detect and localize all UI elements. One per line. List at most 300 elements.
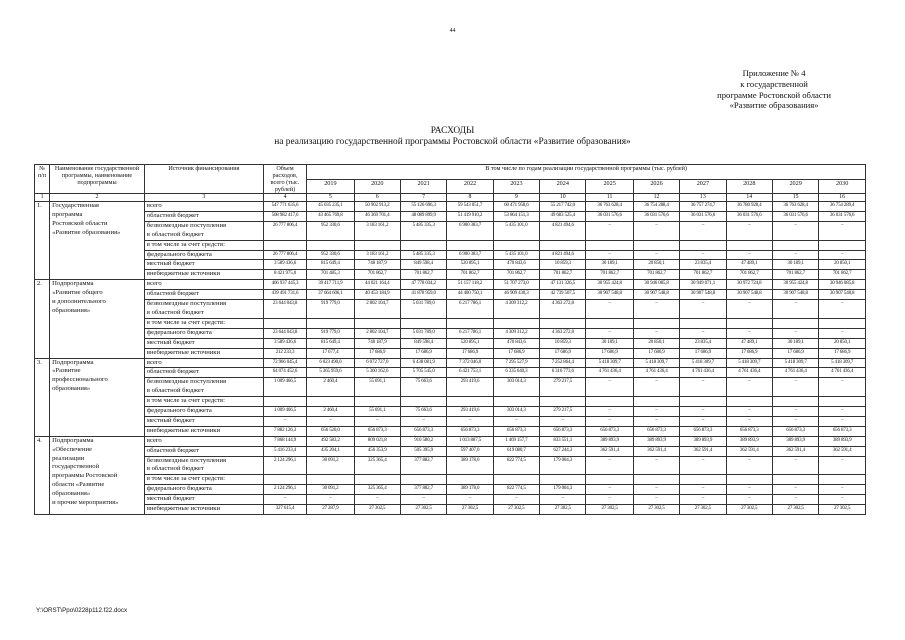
year-value: 952 330,6: [307, 250, 354, 260]
column-number: 10: [540, 194, 586, 202]
empty-cell: [726, 240, 772, 250]
year-value: –: [819, 250, 866, 260]
year-value: 17 686,9: [819, 348, 866, 358]
year-value: 27 302,5: [726, 505, 772, 515]
year-value: 30 907 548,8: [633, 290, 679, 300]
year-value: –: [586, 416, 633, 426]
column-number: 5: [307, 194, 354, 202]
table-row: [35, 475, 866, 485]
year-value: –: [819, 416, 866, 426]
year-value: –: [633, 378, 679, 397]
funding-source: в том числе за счет средств:: [144, 397, 263, 407]
appendix-line: к государственной: [740, 78, 808, 89]
year-value: –: [726, 485, 772, 495]
year-value: 27 302,5: [586, 505, 633, 515]
section-number: 2.: [35, 280, 50, 358]
year-value: 656 873,3: [400, 426, 446, 436]
funding-source: безвозмездные поступления в областной бюджет: [144, 378, 263, 397]
year-value: –: [772, 250, 818, 260]
year-value: 17 686,9: [633, 348, 679, 358]
appendix-header: [717, 68, 831, 111]
program-name: Подпрограмма «Развитие профессионального образования»: [50, 358, 145, 436]
table-row: [35, 240, 866, 250]
column-number: 16: [819, 194, 866, 202]
year-value: 389 893,9: [726, 436, 772, 446]
empty-cell: [307, 318, 354, 328]
table-row: [35, 446, 866, 456]
funding-source: внебюджетные источники: [144, 505, 263, 515]
year-value: 7 372 046,0: [447, 358, 493, 368]
year-value: 5 418 309,7: [772, 358, 818, 368]
year-value: 597 407,0: [447, 446, 493, 456]
page-number: 44: [449, 28, 456, 34]
year-value: 39 417 711,9: [307, 280, 354, 290]
program-name: Государственная программа Ростовской области «Развитие образования»: [50, 202, 145, 280]
empty-cell: [680, 240, 726, 250]
year-value: 815 649,4: [307, 338, 354, 348]
table-row: [35, 407, 866, 417]
year-value: –: [819, 221, 866, 240]
total-value: 7 868 144,9: [263, 436, 306, 446]
year-value: –: [772, 456, 818, 475]
table-row: [35, 280, 866, 290]
table-row: [35, 397, 866, 407]
year-value: 5 360 162,6: [354, 368, 400, 378]
table-row: [35, 270, 866, 280]
total-value: 547 771 635,6: [263, 202, 306, 212]
year-value: –: [540, 416, 586, 426]
year-value: 5 418 309,7: [633, 358, 679, 368]
year-value: 20 850,1: [633, 260, 679, 270]
empty-cell: [819, 318, 866, 328]
year-value: 30 907 548,8: [726, 290, 772, 300]
year-value: 46 909 430,3: [493, 290, 539, 300]
column-number: 11: [586, 194, 633, 202]
year-value: 30 949 071,1: [680, 280, 726, 290]
year-value: –: [447, 416, 493, 426]
header-source: Источник финансирования: [144, 165, 263, 194]
empty-cell: [680, 318, 726, 328]
column-number: 4: [263, 194, 306, 202]
empty-cell: [447, 318, 493, 328]
header-year: 2027: [680, 179, 726, 194]
year-value: 952 330,6: [307, 221, 354, 240]
year-value: 833 551,1: [540, 436, 586, 446]
table-row: [35, 211, 866, 221]
empty-cell: [447, 240, 493, 250]
year-value: –: [819, 407, 866, 417]
year-value: 656 873,3: [354, 426, 400, 436]
year-value: 50 902 913,2: [354, 202, 400, 212]
total-value: 5 416 233,4: [263, 446, 306, 456]
table-row: [35, 426, 866, 436]
funding-source: областной бюджет: [144, 446, 263, 456]
empty-cell: [493, 397, 539, 407]
year-value: 303 014,3: [493, 378, 539, 397]
year-value: 36 031 576,6: [633, 211, 679, 221]
total-value: 64 074 452,6: [263, 368, 306, 378]
empty-cell: [633, 475, 679, 485]
year-value: 10 859,3: [540, 260, 586, 270]
year-value: 701 862,7: [586, 270, 633, 280]
year-value: 36 031 576,6: [819, 211, 866, 221]
column-number: 8: [447, 194, 493, 202]
year-value: 656 873,3: [680, 426, 726, 436]
empty-cell: [400, 397, 446, 407]
header-name: Наименование государственной программы, наименование подпрограммы: [50, 165, 145, 194]
year-value: 4 761 436,4: [586, 368, 633, 378]
year-value: 701 862,7: [400, 270, 446, 280]
year-value: 27 302,5: [400, 505, 446, 515]
year-value: 179 004,3: [540, 456, 586, 475]
funding-source: местный бюджет: [144, 338, 263, 348]
year-value: 53 864 151,3: [493, 211, 539, 221]
column-numbers-row: [35, 194, 866, 202]
year-value: 656 520,0: [307, 426, 354, 436]
year-value: 2 802 104,7: [354, 328, 400, 338]
table-row: [35, 505, 866, 515]
empty-cell: [726, 397, 772, 407]
total-value: 3 589 436,6: [263, 338, 306, 348]
column-number: 15: [772, 194, 818, 202]
empty-cell: [772, 318, 818, 328]
year-value: –: [819, 328, 866, 338]
year-value: –: [726, 378, 772, 397]
year-value: 46 369 701,4: [354, 211, 400, 221]
funding-source: местный бюджет: [144, 495, 263, 505]
header-year: 2021: [400, 179, 446, 194]
total-value: 2 124 296,1: [263, 456, 306, 475]
year-value: 4 761 436,4: [772, 368, 818, 378]
year-value: –: [680, 495, 726, 505]
year-value: –: [633, 456, 679, 475]
program-name: Подпрограмма «Развитие общего и дополнительного образования»: [50, 280, 145, 358]
year-value: 23 835,4: [680, 338, 726, 348]
year-value: –: [307, 495, 354, 505]
year-value: –: [354, 495, 400, 505]
empty-cell: [772, 475, 818, 485]
empty-cell: [263, 397, 306, 407]
table-row: [35, 495, 866, 505]
year-value: 40 453 184,9: [354, 290, 400, 300]
year-value: 520 895,1: [447, 260, 493, 270]
year-value: 5 418 309,7: [586, 358, 633, 368]
year-value: 3 183 161,2: [354, 250, 400, 260]
year-value: 362 591,4: [819, 446, 866, 456]
year-value: –: [772, 407, 818, 417]
header-year: 2026: [633, 179, 679, 194]
year-value: 36 031 576,6: [586, 211, 633, 221]
year-value: 30 189,1: [772, 260, 818, 270]
total-value: 23 644 043,8: [263, 328, 306, 338]
year-value: –: [400, 416, 446, 426]
column-number: 14: [726, 194, 772, 202]
total-value: 1 009 466,5: [263, 378, 306, 397]
total-value: 23 644 043,8: [263, 300, 306, 319]
file-path-footer: Y:\ORST\Ppo\0228p112.f22.docx: [36, 607, 128, 614]
year-value: 656 873,3: [493, 426, 539, 436]
total-value: 212 233,3: [263, 348, 306, 358]
header-row-1: [35, 165, 866, 180]
funding-source: внебюджетные источники: [144, 426, 263, 436]
empty-cell: [493, 318, 539, 328]
year-value: –: [633, 485, 679, 495]
year-value: –: [772, 328, 818, 338]
year-value: –: [772, 378, 818, 397]
year-value: 362 591,4: [586, 446, 633, 456]
empty-cell: [354, 240, 400, 250]
year-value: 17 686,9: [400, 348, 446, 358]
year-value: –: [726, 250, 772, 260]
table-row: [35, 318, 866, 328]
year-value: 36 031 576,6: [726, 211, 772, 221]
year-value: –: [726, 300, 772, 319]
year-value: –: [540, 495, 586, 505]
appendix-line: Приложение № 4: [742, 68, 806, 78]
total-value: 439 491 731,6: [263, 290, 306, 300]
empty-cell: [400, 318, 446, 328]
total-value: 3 589 436,6: [263, 260, 306, 270]
year-value: 47 778 034,2: [400, 280, 446, 290]
year-value: 435 204,1: [307, 446, 354, 456]
year-value: 362 591,4: [633, 446, 679, 456]
year-value: –: [819, 485, 866, 495]
year-value: –: [586, 250, 633, 260]
year-value: 75 663,6: [400, 407, 446, 417]
year-value: 505 395,9: [400, 446, 446, 456]
year-value: 17 686,9: [772, 348, 818, 358]
year-value: –: [586, 378, 633, 397]
column-number: 6: [354, 194, 400, 202]
year-value: 30 946 085,8: [633, 280, 679, 290]
year-value: –: [633, 250, 679, 260]
year-value: 55 691,1: [354, 407, 400, 417]
year-value: 30 189,1: [586, 338, 633, 348]
year-value: 389 893,9: [819, 436, 866, 446]
year-value: 389 893,9: [772, 436, 818, 446]
year-value: 47 489,1: [726, 260, 772, 270]
year-value: 656 873,3: [772, 426, 818, 436]
empty-cell: [586, 318, 633, 328]
year-value: –: [633, 221, 679, 240]
year-value: –: [493, 495, 539, 505]
year-value: 656 873,3: [586, 426, 633, 436]
year-value: 389 893,9: [586, 436, 633, 446]
year-value: 17 677,4: [307, 348, 354, 358]
year-value: 60 471 958,6: [493, 202, 539, 212]
total-value: 72 966 045,4: [263, 358, 306, 368]
year-value: –: [493, 416, 539, 426]
year-value: 17 686,9: [493, 348, 539, 358]
header-year: 2024: [540, 179, 586, 194]
year-value: –: [586, 407, 633, 417]
title-line-1: РАСХОДЫ: [430, 126, 475, 136]
year-value: 17 686,9: [354, 348, 400, 358]
total-value: 8 421 975,0: [263, 270, 306, 280]
year-value: 656 873,3: [633, 426, 679, 436]
column-number: 1: [35, 194, 50, 202]
year-value: 20 850,1: [819, 338, 866, 348]
year-value: 6 335 640,3: [493, 368, 539, 378]
year-value: 701 485,3: [307, 270, 354, 280]
year-value: 389 893,9: [633, 436, 679, 446]
year-value: 822 774,5: [493, 485, 539, 495]
empty-cell: [772, 397, 818, 407]
funding-source: внебюджетные источники: [144, 270, 263, 280]
year-value: 30 189,1: [772, 338, 818, 348]
year-value: 656 873,3: [819, 426, 866, 436]
year-value: 701 862,7: [540, 270, 586, 280]
year-value: 325 365,4: [354, 485, 400, 495]
title-line-2: на реализацию государственной программы Ростовской области «Развитие образования»: [274, 137, 631, 147]
year-value: 279 217,5: [540, 407, 586, 417]
year-value: –: [680, 416, 726, 426]
funding-source: областной бюджет: [144, 211, 263, 221]
year-value: –: [772, 300, 818, 319]
year-value: 5 031 789,0: [400, 300, 446, 319]
program-name: Подпрограмма «Обеспечение реализации государственной программы Ростовской области «Развитие образования» и прочие мероприятия»: [50, 436, 145, 514]
empty-cell: [586, 397, 633, 407]
column-number: 7: [400, 194, 446, 202]
section-number: 3.: [35, 358, 50, 436]
year-value: 49 683 525,4: [540, 211, 586, 221]
funding-source: безвозмездные поступления в областной бюджет: [144, 300, 263, 319]
total-value: –: [263, 495, 306, 505]
year-value: –: [726, 407, 772, 417]
header-years-group: В том числе по годам реализации государственной программы (тыс. рублей): [307, 165, 866, 180]
empty-cell: [493, 240, 539, 250]
year-value: 389 178,0: [447, 485, 493, 495]
empty-cell: [586, 240, 633, 250]
year-value: 17 686,9: [586, 348, 633, 358]
year-value: 51 707 273,0: [493, 280, 539, 290]
empty-cell: [633, 240, 679, 250]
year-value: 47 489,1: [726, 338, 772, 348]
year-value: –: [633, 328, 679, 338]
funding-source: областной бюджет: [144, 290, 263, 300]
year-value: 4 761 436,4: [680, 368, 726, 378]
year-value: 41 878 959,0: [400, 290, 446, 300]
year-value: 362 591,4: [680, 446, 726, 456]
year-value: 20 850,1: [633, 338, 679, 348]
empty-cell: [493, 475, 539, 485]
year-value: –: [586, 300, 633, 319]
year-value: –: [680, 485, 726, 495]
header-year: 2019: [307, 179, 354, 194]
total-value: 7 882 126,3: [263, 426, 306, 436]
year-value: 389 178,0: [447, 456, 493, 475]
year-value: 36 031 576,6: [772, 211, 818, 221]
year-value: –: [586, 456, 633, 475]
year-value: 293 419,6: [447, 407, 493, 417]
funding-source: всего: [144, 280, 263, 290]
column-number: 13: [680, 194, 726, 202]
year-value: –: [726, 416, 772, 426]
year-value: 656 873,3: [726, 426, 772, 436]
year-value: –: [586, 221, 633, 240]
year-value: –: [819, 495, 866, 505]
funding-source: внебюджетные источники: [144, 348, 263, 358]
empty-cell: [400, 475, 446, 485]
year-value: 627 244,3: [540, 446, 586, 456]
year-value: 55 691,1: [354, 378, 400, 397]
year-value: 10 859,3: [540, 338, 586, 348]
year-value: 17 686,9: [447, 348, 493, 358]
year-value: 20 850,1: [819, 260, 866, 270]
year-value: 919 779,0: [307, 328, 354, 338]
table-row: [35, 485, 866, 495]
year-value: –: [772, 485, 818, 495]
year-value: 456 353,9: [354, 446, 400, 456]
year-value: 4 821 494,6: [540, 250, 586, 260]
table-row: [35, 348, 866, 358]
year-value: 42 739 507,5: [540, 290, 586, 300]
year-value: –: [680, 250, 726, 260]
year-value: 701 862,7: [447, 270, 493, 280]
empty-cell: [354, 318, 400, 328]
empty-cell: [586, 475, 633, 485]
empty-cell: [772, 240, 818, 250]
table-row: [35, 436, 866, 446]
year-value: 45 035 235,1: [307, 202, 354, 212]
year-value: 748 187,9: [354, 338, 400, 348]
header-year: 2020: [354, 179, 400, 194]
year-value: 4 363 272,8: [540, 328, 586, 338]
year-value: 656 873,3: [540, 426, 586, 436]
empty-cell: [400, 240, 446, 250]
empty-cell: [726, 475, 772, 485]
year-value: 619 080,7: [493, 446, 539, 456]
year-value: 5 418 309,7: [819, 358, 866, 368]
table-row: [35, 338, 866, 348]
empty-cell: [263, 318, 306, 328]
year-value: –: [586, 485, 633, 495]
year-value: 6 072 727,0: [354, 358, 400, 368]
year-value: 7 252 864,4: [540, 358, 586, 368]
funding-source: федерального бюджета: [144, 250, 263, 260]
year-value: 1 013 887,5: [447, 436, 493, 446]
empty-cell: [447, 475, 493, 485]
year-value: 27 302,5: [819, 505, 866, 515]
year-value: 377 882,7: [400, 485, 446, 495]
funding-source: всего: [144, 358, 263, 368]
year-value: 809 021,8: [354, 436, 400, 446]
year-value: 6 900 383,7: [447, 250, 493, 260]
empty-cell: [633, 318, 679, 328]
year-value: 849 598,4: [400, 338, 446, 348]
year-value: 17 686,9: [540, 348, 586, 358]
year-value: 47 131 326,5: [540, 280, 586, 290]
header-year: 2022: [447, 179, 493, 194]
year-value: –: [772, 416, 818, 426]
year-value: 4 309 312,2: [493, 328, 539, 338]
year-value: 6 900 383,7: [447, 221, 493, 240]
year-value: 75 663,6: [400, 378, 446, 397]
funding-source: областной бюджет: [144, 368, 263, 378]
total-value: 2 124 296,1: [263, 485, 306, 495]
year-value: –: [447, 495, 493, 505]
year-value: 362 591,4: [772, 446, 818, 456]
year-value: –: [680, 456, 726, 475]
year-value: 27 302,5: [680, 505, 726, 515]
year-value: –: [633, 416, 679, 426]
year-value: –: [633, 495, 679, 505]
total-value: 26 777 806,4: [263, 250, 306, 260]
year-value: 23 835,4: [680, 260, 726, 270]
year-value: 30 955 424,8: [772, 280, 818, 290]
header-year: 2030: [819, 179, 866, 194]
year-value: 5 418 309,7: [726, 358, 772, 368]
